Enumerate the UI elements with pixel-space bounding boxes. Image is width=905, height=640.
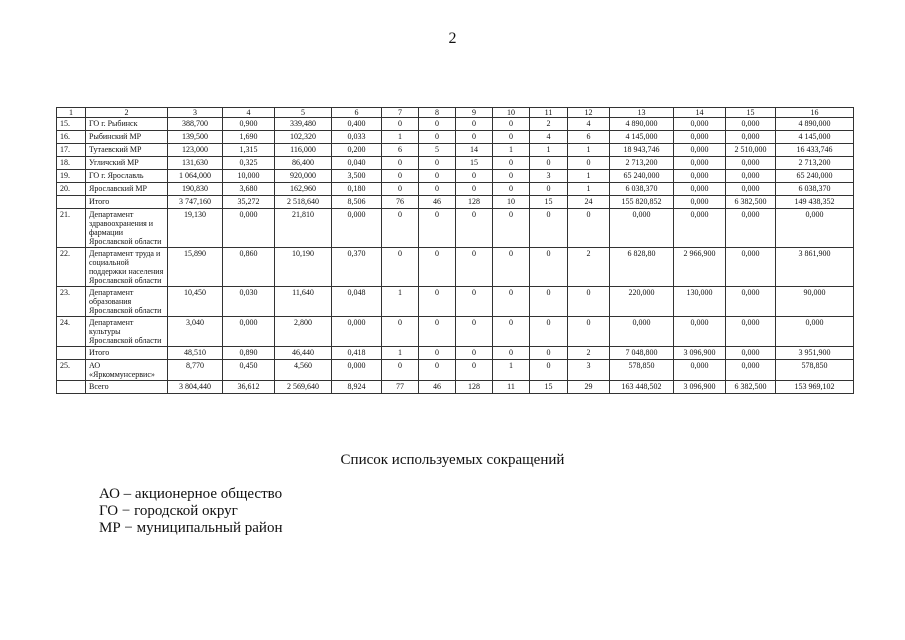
value-cell: 0,000 (726, 248, 776, 287)
row-name-cell: Департамент здравоохранения и фармации Ярославской области (86, 209, 168, 248)
value-cell: 11 (493, 381, 530, 394)
value-cell: 0 (530, 347, 568, 360)
value-cell: 0 (493, 347, 530, 360)
value-cell: 0 (419, 118, 456, 131)
value-cell: 3 (568, 360, 610, 381)
value-cell: 35,272 (223, 196, 275, 209)
value-cell: 0,450 (223, 360, 275, 381)
value-cell: 0,000 (674, 196, 726, 209)
value-cell: 578,850 (610, 360, 674, 381)
table-row (57, 317, 854, 347)
value-cell: 0 (456, 183, 493, 196)
column-number-cell: 11 (530, 108, 568, 118)
value-cell: 578,850 (776, 360, 854, 381)
column-number-cell: 12 (568, 108, 610, 118)
value-cell: 86,400 (275, 157, 332, 170)
row-number-cell: 19. (57, 170, 86, 183)
row-number-cell (57, 347, 86, 360)
value-cell: 1 (493, 360, 530, 381)
value-cell: 4 145,000 (776, 131, 854, 144)
value-cell: 2,800 (275, 317, 332, 347)
value-cell: 15 (530, 196, 568, 209)
value-cell: 0,040 (332, 157, 382, 170)
value-cell: 0,000 (332, 317, 382, 347)
table-row (57, 360, 854, 381)
table-row (57, 170, 854, 183)
value-cell: 0,000 (726, 209, 776, 248)
value-cell: 1 (493, 144, 530, 157)
value-cell: 123,000 (168, 144, 223, 157)
value-cell: 0 (530, 183, 568, 196)
column-number-cell: 1 (57, 108, 86, 118)
value-cell: 0 (419, 183, 456, 196)
value-cell: 3,040 (168, 317, 223, 347)
row-number-cell: 21. (57, 209, 86, 248)
value-cell: 14 (456, 144, 493, 157)
value-cell: 2 510,000 (726, 144, 776, 157)
value-cell: 0 (382, 209, 419, 248)
table-row (57, 131, 854, 144)
column-number-cell: 16 (776, 108, 854, 118)
value-cell: 3,500 (332, 170, 382, 183)
value-cell: 0 (530, 287, 568, 317)
value-cell: 0,030 (223, 287, 275, 317)
value-cell: 0,400 (332, 118, 382, 131)
value-cell: 21,810 (275, 209, 332, 248)
row-name-cell: Ярославский МР (86, 183, 168, 196)
row-number-cell: 20. (57, 183, 86, 196)
value-cell: 1 064,000 (168, 170, 223, 183)
value-cell: 15,890 (168, 248, 223, 287)
value-cell: 6 828,80 (610, 248, 674, 287)
value-cell: 3 (530, 170, 568, 183)
value-cell: 90,000 (776, 287, 854, 317)
abbreviation-item: АО – акционерное общество (99, 486, 283, 502)
value-cell: 11,640 (275, 287, 332, 317)
value-cell: 130,000 (674, 287, 726, 317)
data-table (56, 107, 854, 394)
row-name-cell: Всего (86, 381, 168, 394)
value-cell: 0 (493, 287, 530, 317)
column-number-cell: 2 (86, 108, 168, 118)
value-cell: 220,000 (610, 287, 674, 317)
value-cell: 128 (456, 381, 493, 394)
value-cell: 2 713,200 (776, 157, 854, 170)
value-cell: 0,325 (223, 157, 275, 170)
table-row (57, 381, 854, 394)
column-number-cell: 15 (726, 108, 776, 118)
value-cell: 0 (382, 118, 419, 131)
value-cell: 2 518,640 (275, 196, 332, 209)
column-number-cell: 10 (493, 108, 530, 118)
row-name-cell: Угличский МР (86, 157, 168, 170)
table-row (57, 287, 854, 317)
row-name-cell: Тутаевский МР (86, 144, 168, 157)
value-cell: 0 (419, 209, 456, 248)
value-cell: 5 (419, 144, 456, 157)
value-cell: 162,960 (275, 183, 332, 196)
value-cell: 19,130 (168, 209, 223, 248)
column-number-cell: 5 (275, 108, 332, 118)
column-number-cell: 8 (419, 108, 456, 118)
value-cell: 4 145,000 (610, 131, 674, 144)
value-cell: 0 (493, 183, 530, 196)
value-cell: 0 (493, 209, 530, 248)
table-row (57, 347, 854, 360)
value-cell: 15 (456, 157, 493, 170)
value-cell: 0 (456, 248, 493, 287)
value-cell: 0,000 (726, 118, 776, 131)
row-number-cell: 25. (57, 360, 86, 381)
value-cell: 6 382,500 (726, 196, 776, 209)
value-cell: 4,560 (275, 360, 332, 381)
value-cell: 8,506 (332, 196, 382, 209)
value-cell: 163 448,502 (610, 381, 674, 394)
value-cell: 7 048,800 (610, 347, 674, 360)
value-cell: 46 (419, 381, 456, 394)
value-cell: 0,890 (223, 347, 275, 360)
value-cell: 8,924 (332, 381, 382, 394)
value-cell: 0,000 (610, 209, 674, 248)
row-name-cell: ГО г. Рыбинск (86, 118, 168, 131)
value-cell: 0 (419, 131, 456, 144)
abbreviations-list (99, 486, 282, 537)
value-cell: 18 943,746 (610, 144, 674, 157)
row-number-cell: 22. (57, 248, 86, 287)
row-name-cell: Департамент культуры Ярославской области (86, 317, 168, 347)
value-cell: 46 (419, 196, 456, 209)
value-cell: 0 (419, 248, 456, 287)
value-cell: 3 951,900 (776, 347, 854, 360)
value-cell: 1 (382, 287, 419, 317)
value-cell: 29 (568, 381, 610, 394)
value-cell: 0 (419, 287, 456, 317)
value-cell: 3 096,900 (674, 347, 726, 360)
value-cell: 3,680 (223, 183, 275, 196)
value-cell: 0 (456, 209, 493, 248)
value-cell: 0,000 (776, 209, 854, 248)
value-cell: 0 (419, 347, 456, 360)
table-row (57, 118, 854, 131)
table-header-row (57, 108, 854, 118)
value-cell: 0 (568, 317, 610, 347)
value-cell: 0 (382, 157, 419, 170)
value-cell: 4 890,000 (610, 118, 674, 131)
value-cell: 10,190 (275, 248, 332, 287)
value-cell: 153 969,102 (776, 381, 854, 394)
value-cell: 149 438,352 (776, 196, 854, 209)
row-name-cell: Департамент труда и социальной поддержки населения Ярославской области (86, 248, 168, 287)
value-cell: 190,830 (168, 183, 223, 196)
value-cell: 0,000 (776, 317, 854, 347)
value-cell: 6 382,500 (726, 381, 776, 394)
value-cell: 155 820,852 (610, 196, 674, 209)
value-cell: 0 (456, 170, 493, 183)
value-cell: 0,000 (674, 360, 726, 381)
column-number-cell: 9 (456, 108, 493, 118)
value-cell: 10,450 (168, 287, 223, 317)
value-cell: 1 (568, 170, 610, 183)
value-cell: 0 (493, 157, 530, 170)
value-cell: 131,630 (168, 157, 223, 170)
row-number-cell: 24. (57, 317, 86, 347)
value-cell: 6 (568, 131, 610, 144)
value-cell: 0 (419, 360, 456, 381)
row-name-cell: Рыбинский МР (86, 131, 168, 144)
value-cell: 6 038,370 (776, 183, 854, 196)
row-number-cell: 18. (57, 157, 86, 170)
value-cell: 0 (568, 209, 610, 248)
value-cell: 0 (456, 131, 493, 144)
value-cell: 0 (568, 287, 610, 317)
column-number-cell: 4 (223, 108, 275, 118)
value-cell: 102,320 (275, 131, 332, 144)
value-cell: 36,612 (223, 381, 275, 394)
value-cell: 3 096,900 (674, 381, 726, 394)
value-cell: 6 038,370 (610, 183, 674, 196)
value-cell: 2 (568, 248, 610, 287)
value-cell: 46,440 (275, 347, 332, 360)
value-cell: 0,000 (674, 317, 726, 347)
value-cell: 0,000 (726, 360, 776, 381)
value-cell: 2 713,200 (610, 157, 674, 170)
column-number-cell: 7 (382, 108, 419, 118)
value-cell: 0,000 (726, 317, 776, 347)
value-cell: 2 966,900 (674, 248, 726, 287)
column-number-cell: 6 (332, 108, 382, 118)
table-row (57, 248, 854, 287)
value-cell: 0,900 (223, 118, 275, 131)
row-number-cell: 23. (57, 287, 86, 317)
value-cell: 0,000 (674, 118, 726, 131)
value-cell: 0,000 (674, 157, 726, 170)
value-cell: 388,700 (168, 118, 223, 131)
value-cell: 0,000 (332, 360, 382, 381)
value-cell: 0 (419, 317, 456, 347)
value-cell: 0 (456, 360, 493, 381)
row-number-cell (57, 196, 86, 209)
value-cell: 2 (530, 118, 568, 131)
row-name-cell: Департамент образования Ярославской области (86, 287, 168, 317)
value-cell: 0 (493, 118, 530, 131)
value-cell: 0,033 (332, 131, 382, 144)
value-cell: 0 (530, 209, 568, 248)
value-cell: 0,200 (332, 144, 382, 157)
value-cell: 3 747,160 (168, 196, 223, 209)
value-cell: 0,000 (610, 317, 674, 347)
value-cell: 920,000 (275, 170, 332, 183)
table-row (57, 209, 854, 248)
abbreviation-item: МР − муниципальный район (99, 520, 283, 536)
value-cell: 76 (382, 196, 419, 209)
value-cell: 0 (382, 183, 419, 196)
value-cell: 339,480 (275, 118, 332, 131)
value-cell: 0 (456, 347, 493, 360)
value-cell: 128 (456, 196, 493, 209)
value-cell: 1 (382, 131, 419, 144)
value-cell: 0,000 (674, 170, 726, 183)
row-number-cell: 15. (57, 118, 86, 131)
value-cell: 77 (382, 381, 419, 394)
value-cell: 0 (382, 360, 419, 381)
value-cell: 0,370 (332, 248, 382, 287)
value-cell: 0,000 (223, 317, 275, 347)
abbreviations-title: Список используемых сокращений (340, 452, 565, 468)
value-cell: 0,180 (332, 183, 382, 196)
value-cell: 0,860 (223, 248, 275, 287)
value-cell: 0 (456, 317, 493, 347)
value-cell: 2 569,640 (275, 381, 332, 394)
row-name-cell: АО «Яркоммунсервис» (86, 360, 168, 381)
value-cell: 2 (568, 347, 610, 360)
value-cell: 16 433,746 (776, 144, 854, 157)
value-cell: 139,500 (168, 131, 223, 144)
value-cell: 0,048 (332, 287, 382, 317)
table-row (57, 157, 854, 170)
value-cell: 48,510 (168, 347, 223, 360)
value-cell: 15 (530, 381, 568, 394)
value-cell: 1,690 (223, 131, 275, 144)
value-cell: 1 (568, 144, 610, 157)
value-cell: 0 (382, 317, 419, 347)
value-cell: 0 (419, 170, 456, 183)
value-cell: 24 (568, 196, 610, 209)
value-cell: 0,000 (726, 287, 776, 317)
abbreviation-item: ГО − городской округ (99, 503, 238, 519)
row-name-cell: Итого (86, 347, 168, 360)
value-cell: 0 (456, 287, 493, 317)
value-cell: 1 (530, 144, 568, 157)
value-cell: 0,000 (223, 209, 275, 248)
value-cell: 0,000 (674, 209, 726, 248)
page-number: 2 (448, 30, 457, 47)
value-cell: 0 (530, 360, 568, 381)
value-cell: 0 (456, 118, 493, 131)
value-cell: 0,000 (726, 347, 776, 360)
value-cell: 3 861,900 (776, 248, 854, 287)
table-row (57, 196, 854, 209)
table-row (57, 183, 854, 196)
value-cell: 0 (530, 317, 568, 347)
value-cell: 0 (493, 248, 530, 287)
value-cell: 65 240,000 (776, 170, 854, 183)
row-number-cell: 16. (57, 131, 86, 144)
value-cell: 65 240,000 (610, 170, 674, 183)
value-cell: 0 (419, 157, 456, 170)
value-cell: 0,000 (726, 183, 776, 196)
value-cell: 0 (493, 131, 530, 144)
value-cell: 0 (530, 157, 568, 170)
value-cell: 0,418 (332, 347, 382, 360)
value-cell: 4 890,000 (776, 118, 854, 131)
column-number-cell: 13 (610, 108, 674, 118)
value-cell: 0 (382, 248, 419, 287)
value-cell: 1,315 (223, 144, 275, 157)
value-cell: 116,000 (275, 144, 332, 157)
value-cell: 0,000 (674, 183, 726, 196)
value-cell: 0,000 (674, 144, 726, 157)
value-cell: 3 804,440 (168, 381, 223, 394)
value-cell: 6 (382, 144, 419, 157)
column-number-cell: 3 (168, 108, 223, 118)
value-cell: 0,000 (674, 131, 726, 144)
row-number-cell: 17. (57, 144, 86, 157)
value-cell: 1 (568, 183, 610, 196)
value-cell: 8,770 (168, 360, 223, 381)
value-cell: 0,000 (726, 131, 776, 144)
value-cell: 0 (493, 317, 530, 347)
column-number-cell: 14 (674, 108, 726, 118)
value-cell: 4 (568, 118, 610, 131)
value-cell: 0 (568, 157, 610, 170)
value-cell: 4 (530, 131, 568, 144)
value-cell: 0 (530, 248, 568, 287)
value-cell: 0,000 (332, 209, 382, 248)
row-name-cell: Итого (86, 196, 168, 209)
value-cell: 0 (382, 170, 419, 183)
value-cell: 1 (382, 347, 419, 360)
value-cell: 0,000 (726, 170, 776, 183)
value-cell: 0 (493, 170, 530, 183)
row-name-cell: ГО г. Ярославль (86, 170, 168, 183)
value-cell: 0,000 (726, 157, 776, 170)
value-cell: 10 (493, 196, 530, 209)
table-row (57, 144, 854, 157)
row-number-cell (57, 381, 86, 394)
value-cell: 10,000 (223, 170, 275, 183)
